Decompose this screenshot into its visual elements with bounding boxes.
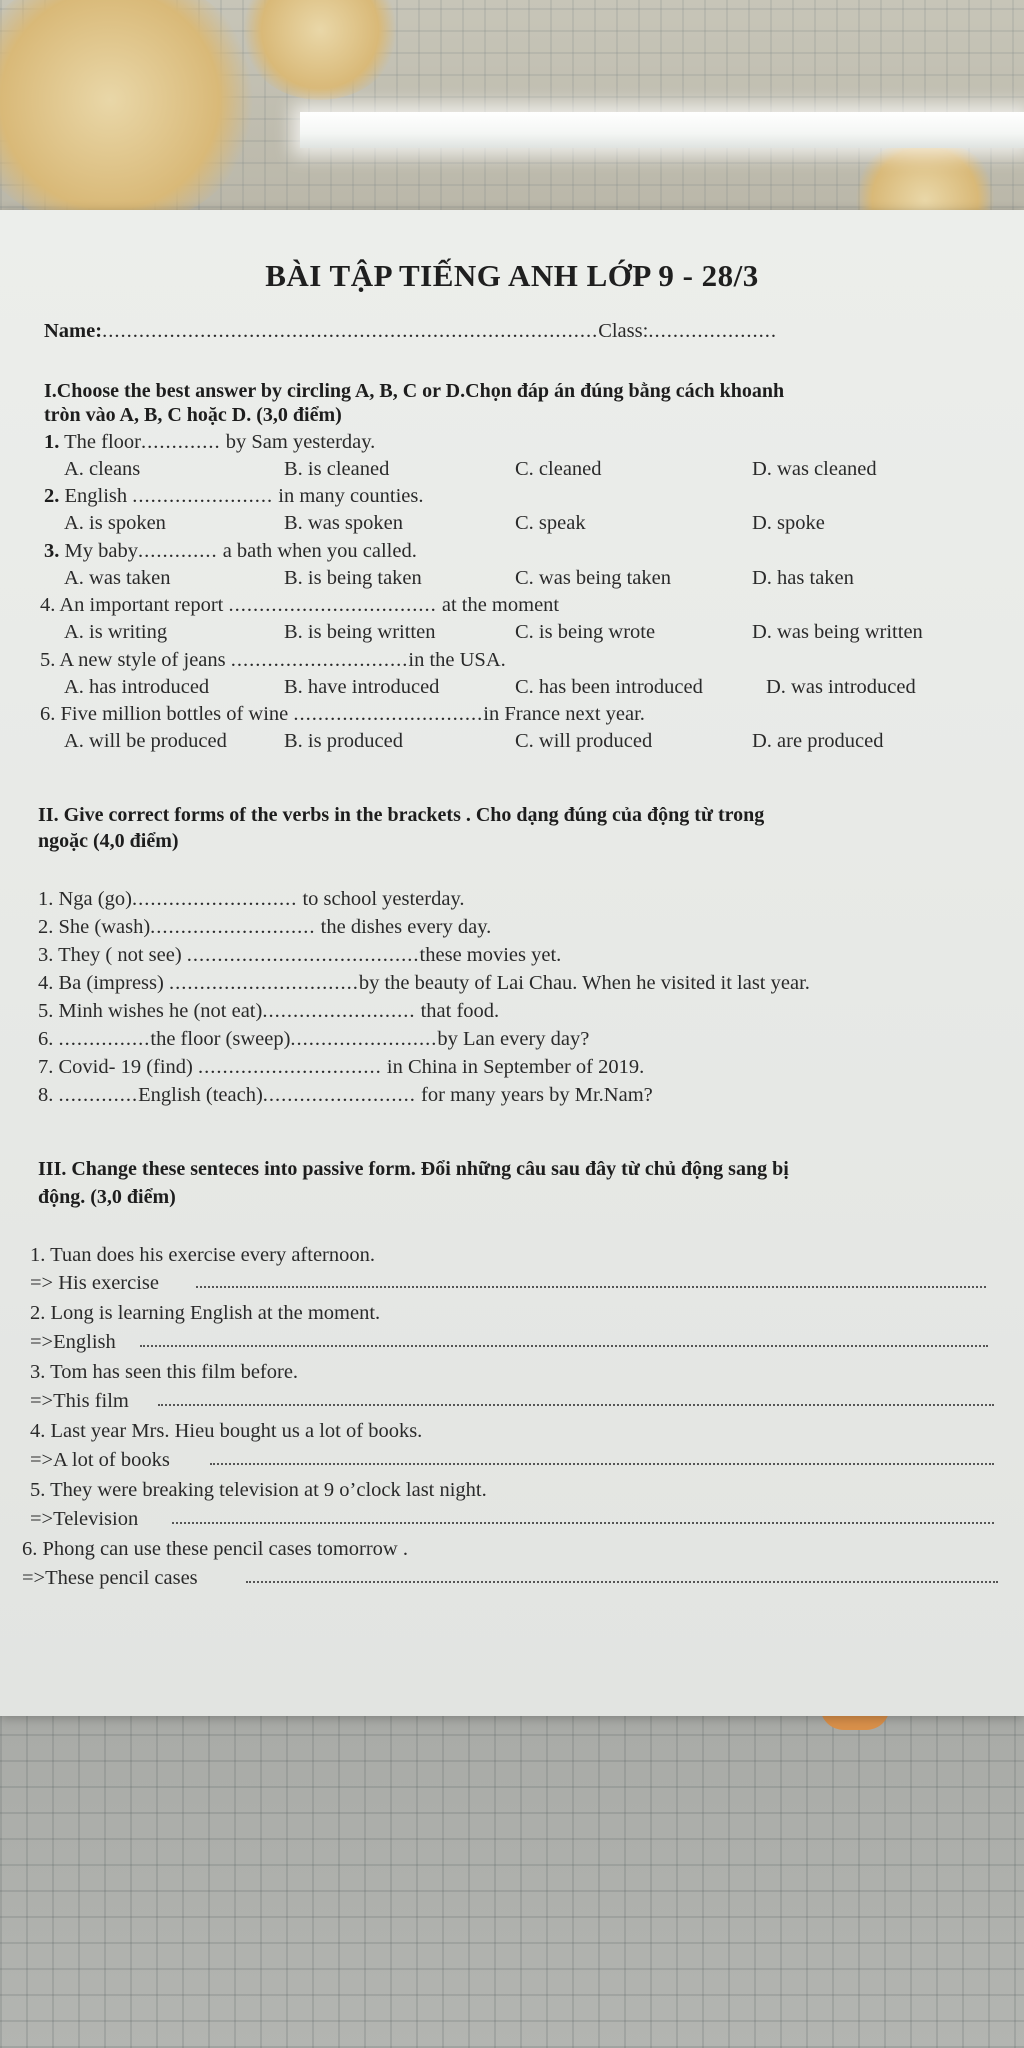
question-text: Five million bottles of wine [60,703,289,725]
answer-blank[interactable]: ............. [58,1084,139,1106]
section1-heading: I.Choose the best answer by circling A, B, C or D.Chọn đáp án đúng bằng cách khoanh [44,380,785,402]
option-b[interactable]: B. is produced [284,730,403,752]
item-text: to school yesterday. [302,888,465,910]
option-b[interactable]: B. is cleaned [284,458,390,480]
item-text: the floor (sweep) [150,1028,291,1050]
section3-heading: III. Change these senteces into passive form. Đổi những câu sau đây từ chủ động sang bị [38,1158,789,1180]
question-text: in France next year. [483,703,645,725]
item-text: Ba (impress) [58,972,164,994]
question-text: A new style of jeans [59,649,226,671]
item-text: Covid- 19 (find) [58,1056,193,1078]
option-a[interactable]: A. cleans [64,458,141,480]
ceiling-light-reflection [300,112,1024,148]
answer-blank[interactable]: ........................... [131,888,298,910]
option-c[interactable]: C. was being taken [515,567,671,589]
section2-item-1 [38,886,465,912]
section1-question-2 [44,483,423,509]
item-number: 1. [38,888,54,910]
answer-blank[interactable]: ............................... [168,972,359,994]
option-c[interactable]: C. has been introduced [515,676,703,698]
section1-question-4 [40,592,559,618]
question-number: 3. [44,540,60,562]
section1-question-1 [44,429,375,455]
section3-sentence-2: 2. Long is learning English at the moment. [30,1302,381,1324]
section3-prompt-2: =>English [30,1331,116,1353]
question-text: English [64,485,128,507]
item-number: 4. [38,972,54,994]
question-text: a bath when you called. [222,540,417,562]
option-c[interactable]: C. will produced [515,730,653,752]
item-text: in China in September of 2019. [386,1056,645,1078]
option-b[interactable]: B. have introduced [284,676,440,698]
name-label: Name: [44,320,103,342]
answer-line[interactable] [246,1581,998,1583]
item-text: for many years by Mr.Nam? [421,1084,653,1106]
flower-pattern [0,0,260,230]
section2-item-4 [38,970,810,996]
section2-item-2 [38,914,491,940]
section2-item-8 [38,1082,653,1108]
section1-question-5 [40,647,506,673]
question-text: in the USA. [408,649,506,671]
item-text: Minh wishes he (not eat) [58,1000,263,1022]
option-b[interactable]: B. is being written [284,621,436,643]
worksheet-paper [0,210,1024,1716]
question-number: 1. [44,431,60,453]
item-text: by the beauty of Lai Chau. When he visited it last year. [358,972,810,994]
section3-sentence-1: 1. Tuan does his exercise every afternoon. [30,1244,375,1266]
section3-heading-cont: động. (3,0 điểm) [38,1186,176,1208]
option-a[interactable]: A. will be produced [64,730,227,752]
question-text: An important report [59,594,224,616]
worksheet-title: BÀI TẬP TIẾNG ANH LỚP 9 - 28/3 [265,258,759,293]
option-d[interactable]: D. was cleaned [752,458,877,480]
option-a[interactable]: A. is writing [64,621,168,643]
section3-sentence-5: 5. They were breaking television at 9 o’clock last night. [30,1479,487,1501]
option-c[interactable]: C. cleaned [515,458,602,480]
answer-line[interactable] [158,1404,994,1406]
item-number: 3. [38,944,54,966]
item-text: She (wash) [58,916,151,938]
question-text: by Sam yesterday. [225,431,376,453]
item-text: by Lan every day? [437,1028,590,1050]
name-field[interactable]: ................................................................................. [102,320,599,342]
item-number: 5. [38,1000,54,1022]
option-d[interactable]: D. has taken [752,567,854,589]
answer-blank[interactable]: ...................................... [186,944,420,966]
answer-blank[interactable]: ........................... [150,916,316,938]
item-number: 6. [38,1028,54,1050]
section2-item-6 [38,1026,589,1052]
option-a[interactable]: A. has introduced [64,676,210,698]
photo-background-bottom [0,1700,1024,2048]
answer-blank[interactable]: ............................... [293,703,484,725]
item-number: 7. [38,1056,54,1078]
section3-sentence-3: 3. Tom has seen this film before. [30,1361,299,1383]
section3-sentence-6: 6. Phong can use these pencil cases tomorrow . [22,1538,408,1560]
answer-blank[interactable]: ........................ [290,1028,438,1050]
item-number: 8. [38,1084,54,1106]
section2-heading-cont: ngoặc (4,0 điểm) [38,830,179,852]
class-label: Class: [598,320,649,342]
question-text: at the moment [441,594,560,616]
item-text: that food. [420,1000,500,1022]
option-a[interactable]: A. was taken [64,567,171,589]
option-b[interactable]: B. is being taken [284,567,422,589]
question-text: in many counties. [278,485,424,507]
section2-item-3 [38,942,561,968]
answer-blank[interactable]: ............... [58,1028,151,1050]
section1-question-6 [40,701,645,727]
question-number: 4. [40,594,56,616]
section1-question-3 [44,538,417,564]
section3-prompt-5: =>Television [30,1508,139,1530]
answer-blank[interactable]: ............................. [230,649,409,671]
section2-item-7 [38,1054,644,1080]
question-number: 5. [40,649,56,671]
question-text: My baby [64,540,138,562]
section2-item-5 [38,998,499,1024]
item-text: these movies yet. [419,944,562,966]
option-c[interactable]: C. speak [515,512,586,534]
answer-blank[interactable]: .............................. [198,1056,382,1078]
flower-pattern [240,0,400,100]
photo-background-top [0,0,1024,230]
section1-heading-cont: tròn vào A, B, C hoặc D. (3,0 điểm) [44,404,342,426]
section3-prompt-1: => His exercise [30,1272,159,1294]
option-d[interactable]: D. was being written [752,621,923,643]
answer-line[interactable] [172,1522,994,1524]
answer-blank[interactable]: ......................... [262,1084,416,1106]
section3-prompt-6: =>These pencil cases [22,1567,198,1589]
section3-sentence-4: 4. Last year Mrs. Hieu bought us a lot of books. [30,1420,423,1442]
question-text: The floor [64,431,141,453]
answer-blank[interactable]: ....................... [132,485,274,507]
item-number: 2. [38,916,54,938]
section3-prompt-3: =>This film [30,1390,129,1412]
option-d[interactable]: D. was introduced [766,676,916,698]
name-row [44,318,777,344]
answer-blank[interactable]: .................................. [228,594,437,616]
section2-heading: II. Give correct forms of the verbs in the brackets . Cho dạng đúng của động từ trong [38,804,765,826]
answer-line[interactable] [140,1345,988,1347]
question-number: 6. [40,703,56,725]
option-d[interactable]: D. spoke [752,512,825,534]
answer-line[interactable] [196,1286,986,1288]
answer-line[interactable] [210,1463,994,1465]
answer-blank[interactable]: ............. [141,431,221,453]
item-text: Nga (go) [58,888,132,910]
option-b[interactable]: B. was spoken [284,512,404,534]
class-field[interactable]: ..................... [648,320,777,342]
item-text: the dishes every day. [320,916,492,938]
item-text: English (teach) [138,1084,263,1106]
question-number: 2. [44,485,60,507]
option-a[interactable]: A. is spoken [64,512,166,534]
option-c[interactable]: C. is being wrote [515,621,656,643]
option-d[interactable]: D. are produced [752,730,884,752]
answer-blank[interactable]: ......................... [262,1000,416,1022]
section3-prompt-4: =>A lot of books [30,1449,170,1471]
answer-blank[interactable]: ............. [137,540,218,562]
item-text: They ( not see) [58,944,182,966]
